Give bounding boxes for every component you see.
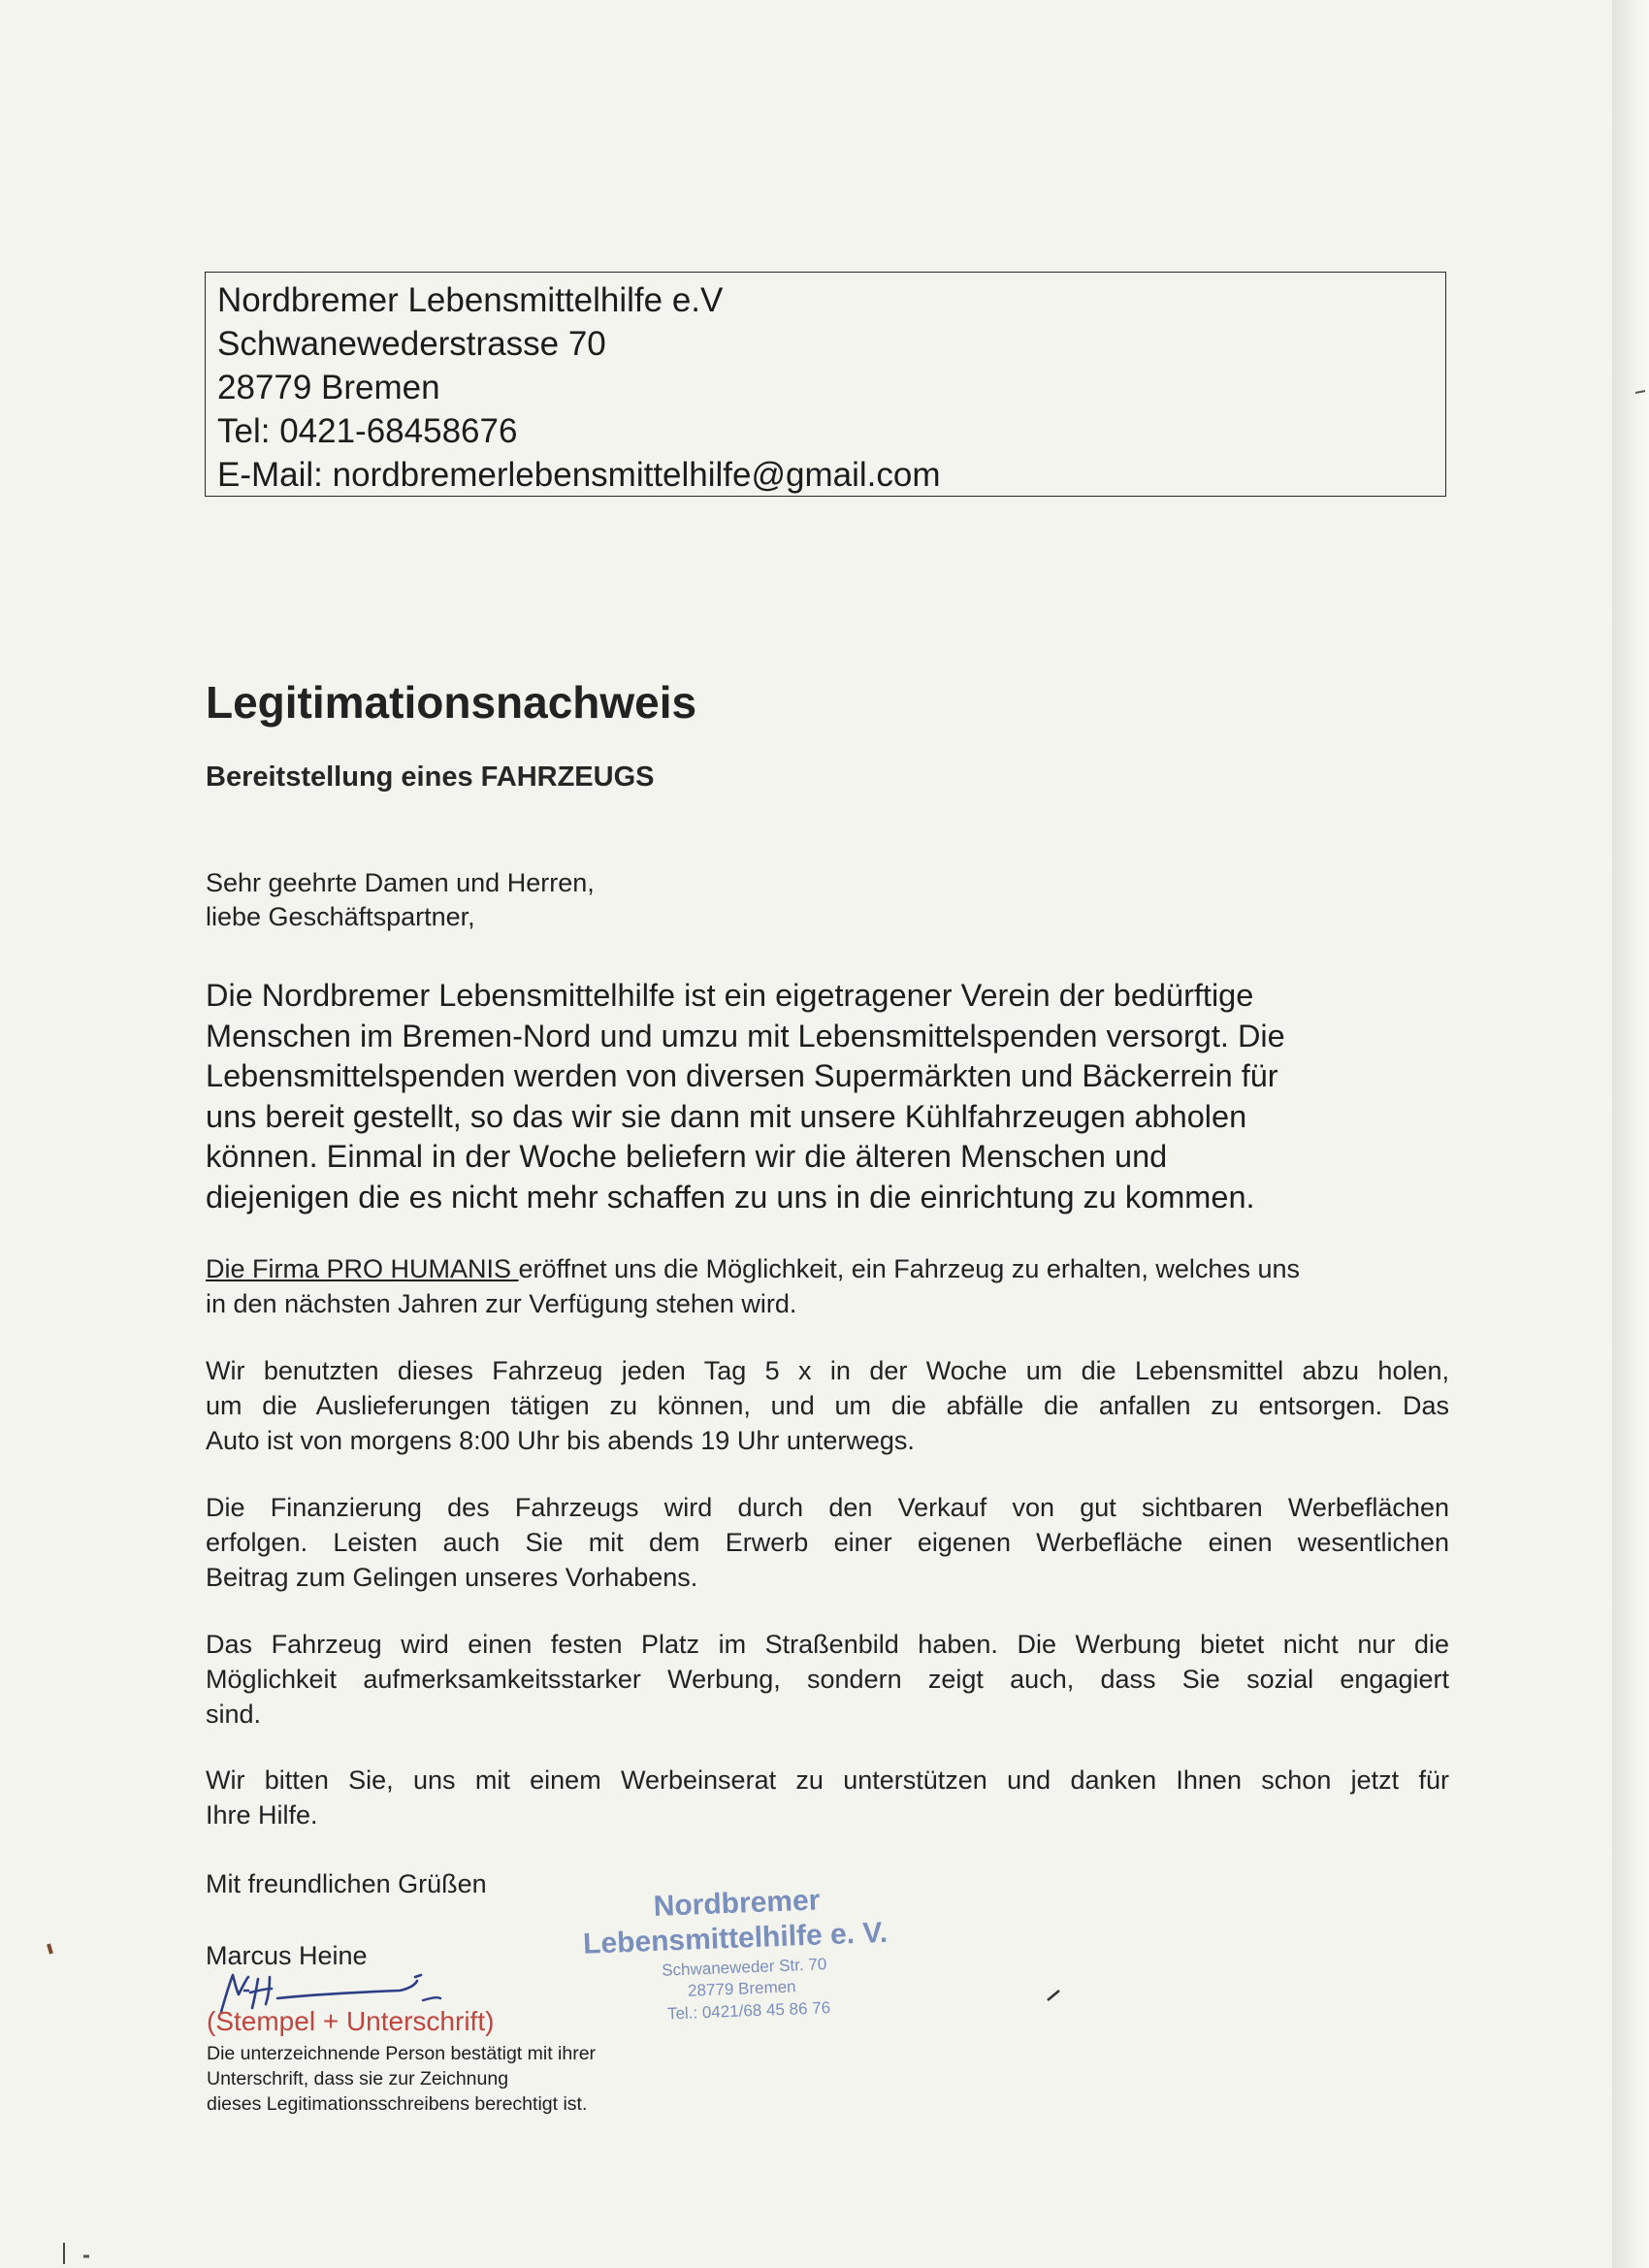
salutation-line: Sehr geehrte Damen und Herren, (206, 868, 595, 897)
request-line: Wir bitten Sie, uns mit einem Werbeinserat zu unterstützen und danken Ihnen schon jetzt für (206, 1766, 1449, 1795)
intro-line: Die Nordbremer Lebensmittelhilfe ist ein eigetragener Verein der bedürftige (206, 978, 1254, 1013)
usage-line: um die Auslieferungen tätigen zu können, und um die abfälle die anfallen zu entsorgen. Das (206, 1391, 1449, 1420)
financing-line: Die Finanzierung des Fahrzeugs wird durch den Verkauf von gut sichtbaren Werbeflächen (206, 1493, 1449, 1522)
firma-line-1 (206, 1251, 1449, 1286)
stamp-signature-label: (Stempel + Unterschrift) (207, 2006, 495, 2036)
intro-paragraph (206, 976, 1457, 1217)
intro-line: diejenigen die es nicht mehr schaffen zu uns in die einrichtung zu kommen. (206, 1179, 1255, 1215)
stamp-line-3: Schwaneweder Str. 70 (661, 1955, 827, 1980)
usage-line: Wir benutzten dieses Fahrzeug jeden Tag 5 x in der Woche um die Lebensmittel abzu holen, (206, 1356, 1449, 1385)
document-title: Legitimationsnachweis (206, 677, 697, 728)
street-line: sind. (206, 1700, 262, 1729)
note-line: Unterschrift, dass sie zur Zeichnung (207, 2068, 509, 2090)
street-paragraph (206, 1627, 1449, 1732)
salutation-line: liebe Geschäftspartner, (206, 902, 475, 931)
intro-line: uns bereit gestellt, so das wir sie dann mit unsere Kühlfahrzeugen abholen (206, 1098, 1247, 1134)
note-line: Die unterzeichnende Person bestätigt mit ihrer (207, 2043, 597, 2064)
signature-note (207, 2041, 596, 2117)
stamp-line-5: Tel.: 0421/68 45 86 76 (666, 1998, 831, 2024)
usage-paragraph (206, 1353, 1449, 1458)
usage-line: Auto ist von morgens 8:00 Uhr bis abends 19 Uhr unterwegs. (206, 1426, 915, 1455)
financing-line: erfolgen. Leisten auch Sie mit dem Erwerb einer eigenen Werbefläche einen wesentlichen (206, 1528, 1449, 1557)
salutation (206, 866, 595, 934)
signatory-name: Marcus Heine (206, 1941, 368, 1970)
request-paragraph (206, 1763, 1449, 1832)
street-line: Möglichkeit aufmerksamkeitsstarker Werbung, sondern zeigt auch, dass Sie sozial engagiert (206, 1665, 1449, 1694)
sender-city: 28779 Bremen (217, 369, 440, 406)
sender-phone: Tel: 0421-68458676 (217, 412, 518, 450)
request-line: Ihre Hilfe. (206, 1800, 318, 1830)
financing-paragraph (206, 1490, 1449, 1595)
sender-email: E-Mail: nordbremerlebensmittelhilfe@gmail.com (217, 456, 941, 494)
company-name: Die Firma PRO HUMANIS (206, 1254, 519, 1283)
page-edge (1612, 0, 1649, 2268)
stamp-line-2: Lebensmittelhilfe e. V. (582, 1916, 889, 1960)
stamp-line-4: 28779 Bremen (687, 1977, 796, 2000)
intro-line: können. Einmal in der Woche beliefern wir die älteren Menschen und (206, 1139, 1168, 1174)
organization-stamp (577, 1875, 951, 2025)
intro-line: Lebensmittelspenden werden von diversen Supermärkten und Bäckerrein für (206, 1058, 1278, 1093)
sender-address-box (205, 272, 1446, 497)
sender-name: Nordbremer Lebensmittelhilfe e.V (217, 281, 724, 319)
firma-paragraph (206, 1251, 1449, 1321)
firma-line-2: in den nächsten Jahren zur Verfügung stehen wird. (206, 1289, 797, 1318)
sender-street: Schwanewederstrasse 70 (217, 325, 606, 363)
street-line: Das Fahrzeug wird einen festen Platz im Straßenbild haben. Die Werbung bietet nicht nur die (206, 1630, 1449, 1659)
stamp-line-1: Nordbremer (653, 1884, 821, 1923)
financing-line: Beitrag zum Gelingen unseres Vorhabens. (206, 1563, 698, 1592)
firma-line-1-text: eröffnet uns die Möglichkeit, ein Fahrzeug zu erhalten, welches uns (518, 1254, 1300, 1283)
closing-greeting: Mit freundlichen Grüßen (206, 1869, 487, 1898)
document-subtitle: Bereitstellung eines FAHRZEUGS (206, 761, 655, 793)
intro-line: Menschen im Bremen-Nord und umzu mit Lebensmittelspenden versorgt. Die (206, 1018, 1285, 1053)
note-line: dieses Legitimationsschreibens berechtigt ist. (207, 2093, 588, 2115)
